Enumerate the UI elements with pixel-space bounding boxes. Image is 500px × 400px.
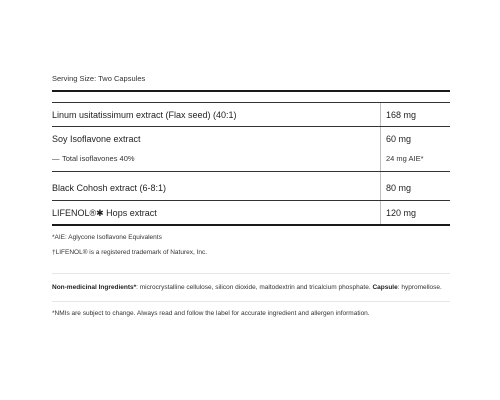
section-divider	[52, 273, 450, 274]
ingredient-amount: 60 mg	[386, 134, 412, 144]
ingredient-amount: 168 mg	[386, 110, 417, 120]
ingredients-text: : microcrystalline cellulose, silicon dioxide, maltodextrin and tricalcium phosphate.	[136, 284, 371, 291]
row-rule	[52, 126, 450, 127]
column-divider	[380, 103, 381, 126]
aie-footnote: *AIE: Aglycone Isoflavone Equivalents	[52, 234, 162, 241]
header-rule	[52, 102, 450, 103]
capsule-label: Capsule	[372, 284, 398, 291]
row-rule	[52, 200, 450, 201]
section-divider	[52, 301, 450, 302]
column-divider	[380, 127, 381, 171]
capsule-text: : hypromellose.	[397, 284, 442, 291]
non-medicinal-ingredients	[52, 284, 442, 291]
column-divider	[380, 201, 381, 225]
sub-ingredient-amount: 24 mg AIE*	[386, 154, 424, 163]
ingredients-label: Non-medicinal Ingredients*	[52, 284, 137, 291]
ingredient-name: Black Cohosh extract (6-8:1)	[52, 183, 167, 193]
top-rule	[52, 90, 450, 92]
sub-ingredient	[52, 154, 135, 163]
sub-ingredient-name: Total isoflavones 40%	[62, 154, 135, 163]
row-rule	[52, 171, 450, 172]
sub-ingredient-dash: —	[52, 154, 60, 163]
serving-size: Serving Size: Two Capsules	[52, 74, 146, 83]
bottom-rule	[52, 224, 450, 226]
ingredient-name: Soy Isoflavone extract	[52, 134, 141, 144]
ingredient-amount: 120 mg	[386, 208, 417, 218]
ingredient-amount: 80 mg	[386, 183, 412, 193]
ingredient-name: Linum usitatissimum extract (Flax seed) (40:1)	[52, 110, 237, 120]
nmi-disclaimer: *NMIs are subject to change. Always read and follow the label for accurate ingredient and allergen information.	[52, 310, 370, 317]
trademark-footnote: †LIFENOL® is a registered trademark of Naturex, Inc.	[52, 249, 208, 256]
ingredient-name: LIFENOL®✱ Hops extract	[52, 208, 157, 218]
column-divider	[380, 172, 381, 200]
